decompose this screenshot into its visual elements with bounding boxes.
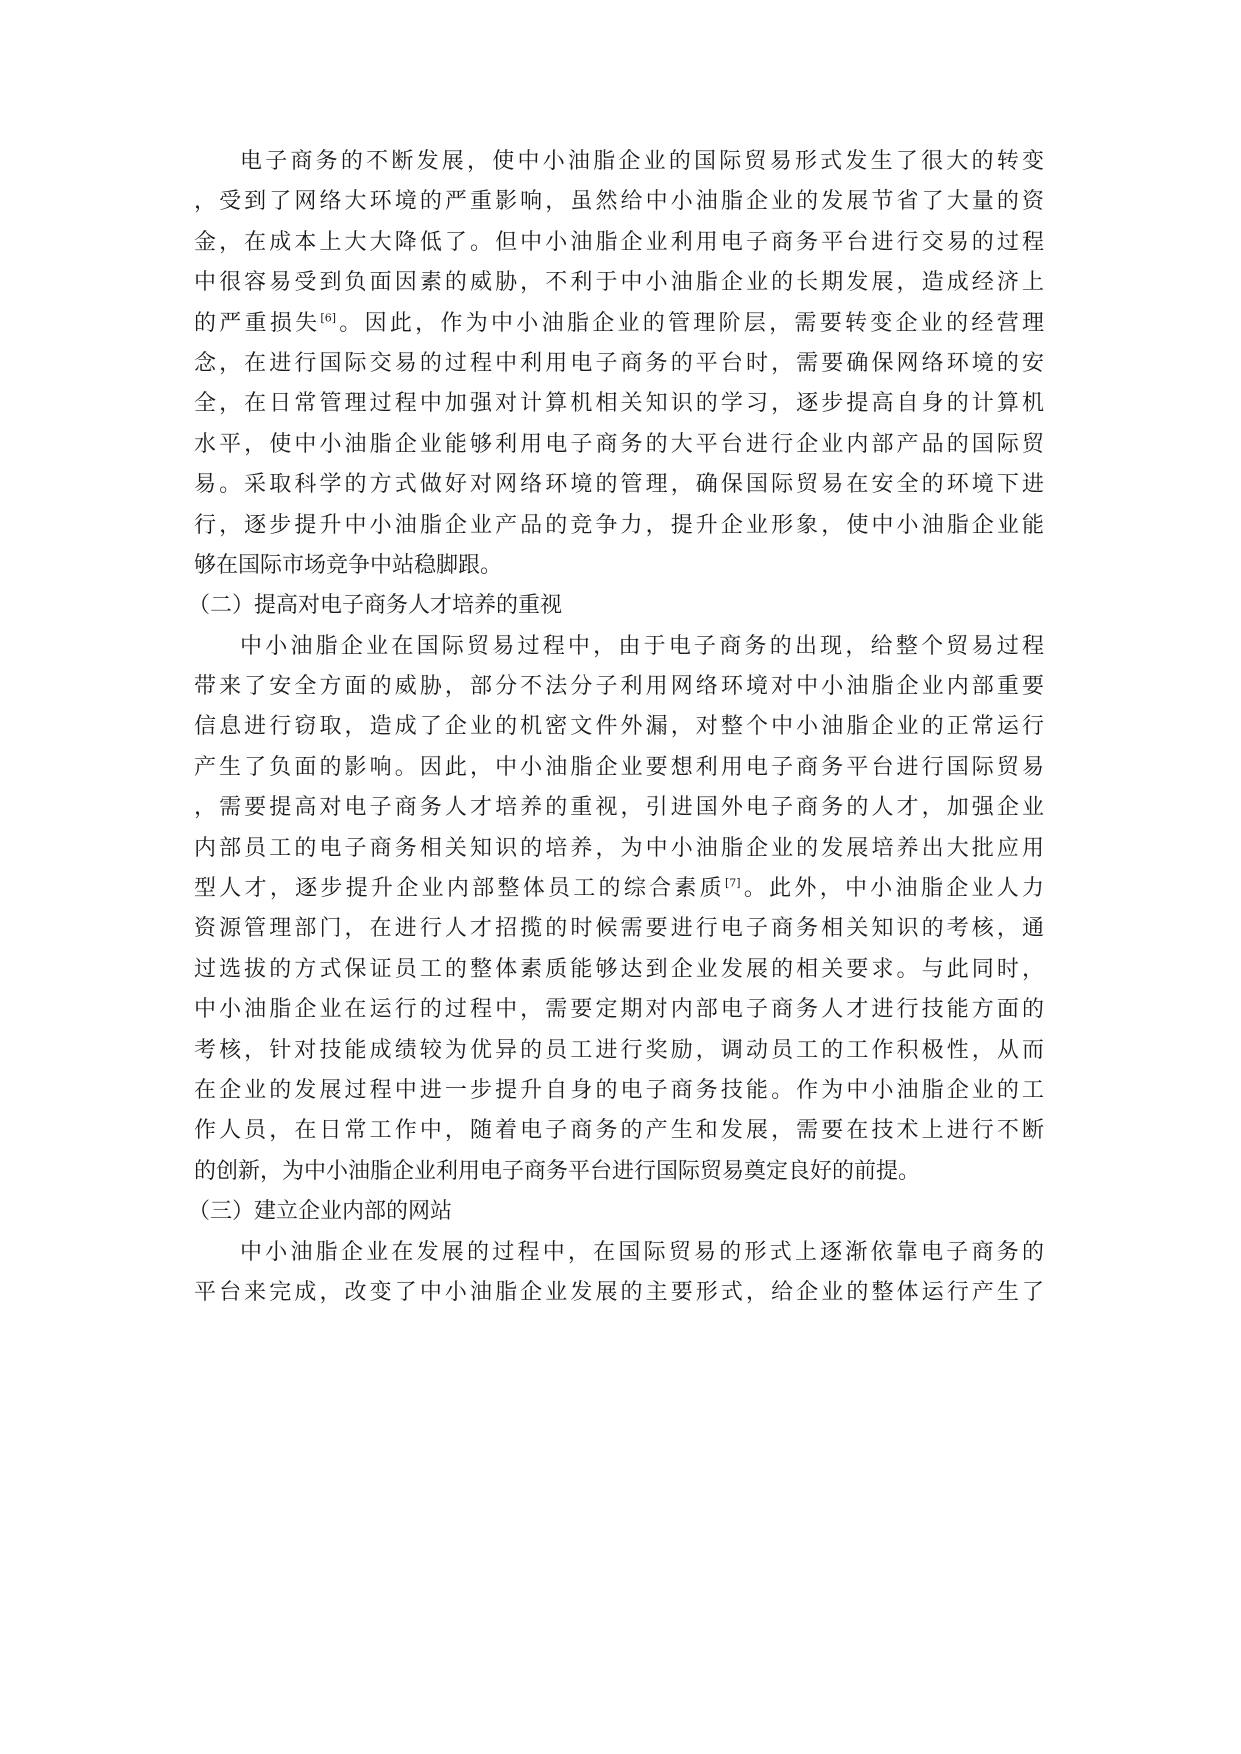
- body-text: [188, 142, 1044, 1313]
- paragraph-1-line-5-text-a: 的严重损失: [194, 310, 321, 336]
- citation-6: [6]: [320, 311, 337, 325]
- citation-7: [7]: [724, 876, 741, 890]
- paragraph-1-line-9: 易。采取科学的方式做好对网络环境的管理，确保国际贸易在安全的环境下进: [194, 472, 1044, 498]
- paragraph-2-line-8: 资源管理部门，在进行人才招揽的时候需要进行电子商务相关知识的考核，通: [194, 916, 1044, 942]
- paragraph-1-line-6: 念，在进行国际交易的过程中利用电子商务的平台时，需要确保网络环境的安: [194, 350, 1044, 376]
- paragraph-2-line-9: 过选拔的方式保证员工的整体素质能够达到企业发展的相关要求。与此同时，: [194, 956, 1044, 982]
- paragraph-1-line-10: 行，逐步提升中小油脂企业产品的竞争力，提升企业形象，使中小油脂企业能: [194, 512, 1044, 538]
- paragraph-2-line-2: 带来了安全方面的威胁，部分不法分子利用网络环境对中小油脂企业内部重要: [194, 674, 1044, 700]
- section-heading-3: （三）建立企业内部的网站: [188, 1199, 453, 1225]
- paragraph-2-line-13: 作人员，在日常工作中，随着电子商务的产生和发展，需要在技术上进行不断: [194, 1118, 1044, 1144]
- paragraph-1-line-5-text-b: 。因此，作为中小油脂企业的管理阶层，需要转变企业的经营理: [336, 310, 1044, 336]
- paragraph-2-line-6: 内部员工的电子商务相关知识的培养，为中小油脂企业的发展培养出大批应用: [194, 835, 1044, 861]
- paragraph-2-line-14: 的创新，为中小油脂企业利用电子商务平台进行国际贸易奠定良好的前提。: [194, 1158, 921, 1184]
- paragraph-2-line-1: 中小油脂企业在国际贸易过程中，由于电子商务的出现，给整个贸易过程: [240, 633, 1044, 659]
- paragraph-1-line-7: 全，在日常管理过程中加强对计算机相关知识的学习，逐步提高自身的计算机: [194, 391, 1044, 417]
- paragraph-2-line-7-text-b: 。此外，中小油脂企业人力: [740, 876, 1044, 902]
- paragraph-1-line-11: 够在国际市场竞争中站稳脚跟。: [194, 552, 503, 578]
- paragraph-1-line-2: ，受到了网络大环境的严重影响，虽然给中小油脂企业的发展节省了大量的资: [194, 189, 1044, 215]
- paragraph-1-line-1: 电子商务的不断发展，使中小油脂企业的国际贸易形式发生了很大的转变: [240, 149, 1044, 174]
- paragraph-2-line-5: ，需要提高对电子商务人才培养的重视，引进国外电子商务的人才，加强企业: [194, 795, 1044, 821]
- paragraph-2-line-3: 信息进行窃取，造成了企业的机密文件外漏，对整个中小油脂企业的正常运行: [194, 714, 1044, 740]
- paragraph-2-line-7: [194, 869, 1044, 909]
- paragraph-2-line-4: 产生了负面的影响。因此，中小油脂企业要想利用电子商务平台进行国际贸易: [194, 754, 1044, 780]
- paragraph-1-line-3: 金，在成本上大大降低了。但中小油脂企业利用电子商务平台进行交易的过程: [194, 229, 1044, 255]
- paragraph-2-line-11: 考核，针对技能成绩较为优异的员工进行奖励，调动员工的工作积极性，从而: [194, 1037, 1044, 1063]
- paragraph-2-line-10: 中小油脂企业在运行的过程中，需要定期对内部电子商务人才进行技能方面的: [194, 997, 1044, 1023]
- paragraph-1-line-4: 中很容易受到负面因素的威胁，不利于中小油脂企业的长期发展，造成经济上: [194, 270, 1044, 296]
- paragraph-3-line-2: 平台来完成，改变了中小油脂企业发展的主要形式，给企业的整体运行产生了: [194, 1279, 1044, 1305]
- paragraph-2-line-12: 在企业的发展过程中进一步提升自身的电子商务技能。作为中小油脂企业的工: [194, 1077, 1044, 1103]
- paragraph-3-line-1: 中小油脂企业在发展的过程中，在国际贸易的形式上逐渐依靠电子商务的: [240, 1239, 1044, 1265]
- paragraph-1-line-8: 水平，使中小油脂企业能够利用电子商务的大平台进行企业内部产品的国际贸: [194, 431, 1044, 457]
- paragraph-1-line-5: [194, 304, 1044, 344]
- section-heading-2: （二）提高对电子商务人才培养的重视: [188, 593, 563, 619]
- paragraph-2-line-7-text-a: 型人才，逐步提升企业内部整体员工的综合素质: [194, 876, 725, 902]
